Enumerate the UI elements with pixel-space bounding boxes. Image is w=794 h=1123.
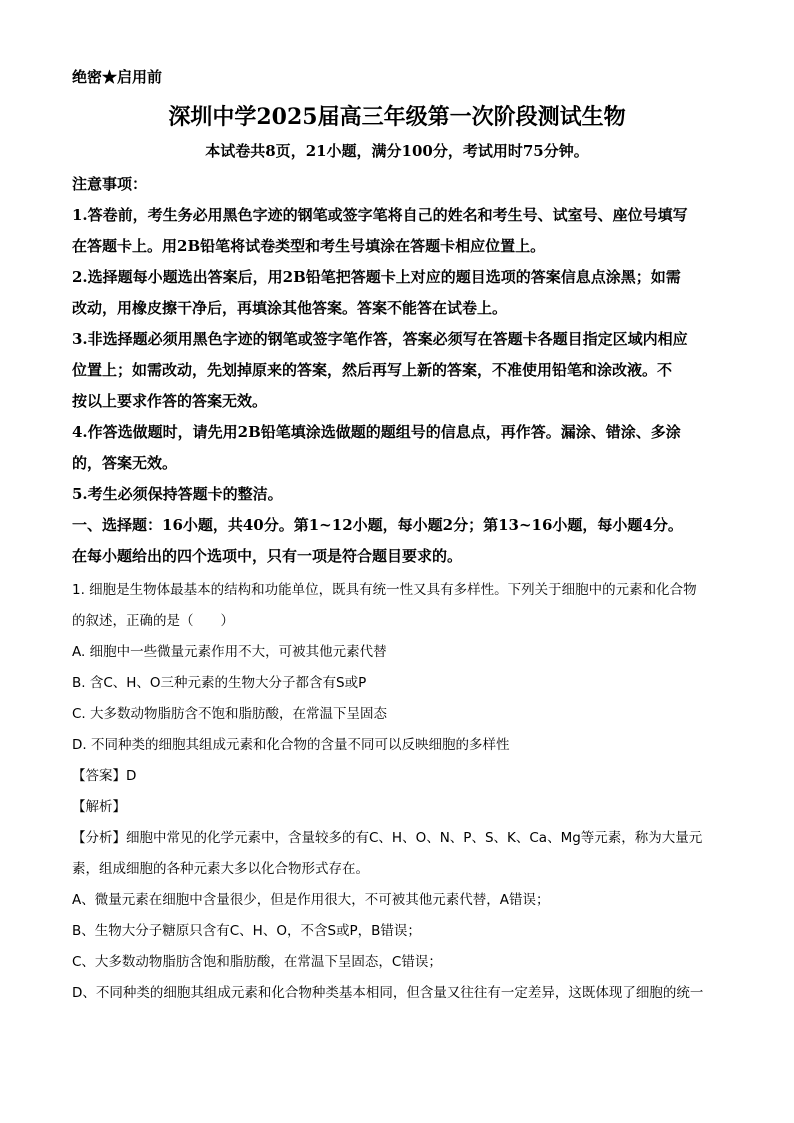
analysis-line: C、大多数动物脂肪含饱和脂肪酸，在常温下呈固态，C错误； — [72, 954, 442, 970]
option-c: C. 大多数动物脂肪含不饱和脂肪酸，在常温下呈固态 — [72, 706, 388, 722]
notice-line: 按以上要求作答的答案无效。 — [72, 392, 268, 410]
notice-line: 改动，用橡皮擦干净后，再填涂其他答案。答案不能答在试卷上。 — [72, 299, 508, 317]
answer: 【答案】D — [72, 768, 137, 784]
notice-line: 在答题卡上。用2B铅笔将试卷类型和考生号填涂在答题卡相应位置上。 — [72, 237, 546, 255]
exam-info: 本试卷共8页，21小题，满分100分，考试用时75分钟。 — [205, 142, 589, 160]
analysis-line: 【分析】细胞中常见的化学元素中，含量较多的有C、H、O、N、P、S、K、Ca、Mg等元素，称为大量元 — [72, 830, 703, 846]
option-d: D. 不同种类的细胞其组成元素和化合物的含量不同可以反映细胞的多样性 — [72, 737, 510, 753]
analysis-heading: 【解析】 — [72, 799, 126, 815]
notice-heading: 注意事项： — [72, 175, 148, 193]
analysis-line: B、生物大分子糖原只含有C、H、O，不含S或P，B错误； — [72, 923, 421, 939]
question-stem: 的叙述，正确的是（ ） — [72, 613, 234, 629]
analysis-line: A、微量元素在细胞中含量很少，但是作用很大，不可被其他元素代替，A错误； — [72, 892, 550, 908]
notice-line: 3.非选择题必须用黑色字迹的钢笔或签字笔作答，答案必须写在答题卡各题目指定区域内相应 — [72, 330, 688, 348]
analysis-line: 素，组成细胞的各种元素大多以化合物形式存在。 — [72, 861, 369, 877]
section-instruction: 在每小题给出的四个选项中，只有一项是符合题目要求的。 — [72, 547, 463, 565]
question-stem: 1. 细胞是生物体最基本的结构和功能单位，既具有统一性又具有多样性。下列关于细胞中的元素和化合物 — [72, 582, 697, 598]
confidential-label: 绝密★启用前 — [72, 68, 163, 86]
section-heading: 一、选择题：16小题，共40分。第1~12小题，每小题2分；第13~16小题，每小题4分。 — [72, 516, 683, 534]
notice-line: 位置上；如需改动，先划掉原来的答案，然后再写上新的答案，不准使用铅笔和涂改液。不 — [72, 361, 673, 379]
notice-line: 5.考生必须保持答题卡的整洁。 — [72, 485, 283, 503]
notice-line: 的，答案无效。 — [72, 454, 178, 472]
notice-line: 4.作答选做题时，请先用2B铅笔填涂选做题的题组号的信息点，再作答。漏涂、错涂、多涂 — [72, 423, 681, 441]
exam-title: 深圳中学2025届高三年级第一次阶段测试生物 — [168, 104, 626, 130]
analysis-line: D、不同种类的细胞其组成元素和化合物种类基本相同，但含量又往往有一定差异，这既体现了细胞的统一 — [72, 985, 704, 1001]
option-a: A. 细胞中一些微量元素作用不大，可被其他元素代替 — [72, 644, 387, 660]
notice-line: 2.选择题每小题选出答案后，用2B铅笔把答题卡上对应的题目选项的答案信息点涂黑；如需 — [72, 268, 681, 286]
notice-line: 1.答卷前，考生务必用黑色字迹的钢笔或签字笔将自己的姓名和考生号、试室号、座位号填写 — [72, 206, 688, 224]
option-b: B. 含C、H、O三种元素的生物大分子都含有S或P — [72, 675, 367, 691]
